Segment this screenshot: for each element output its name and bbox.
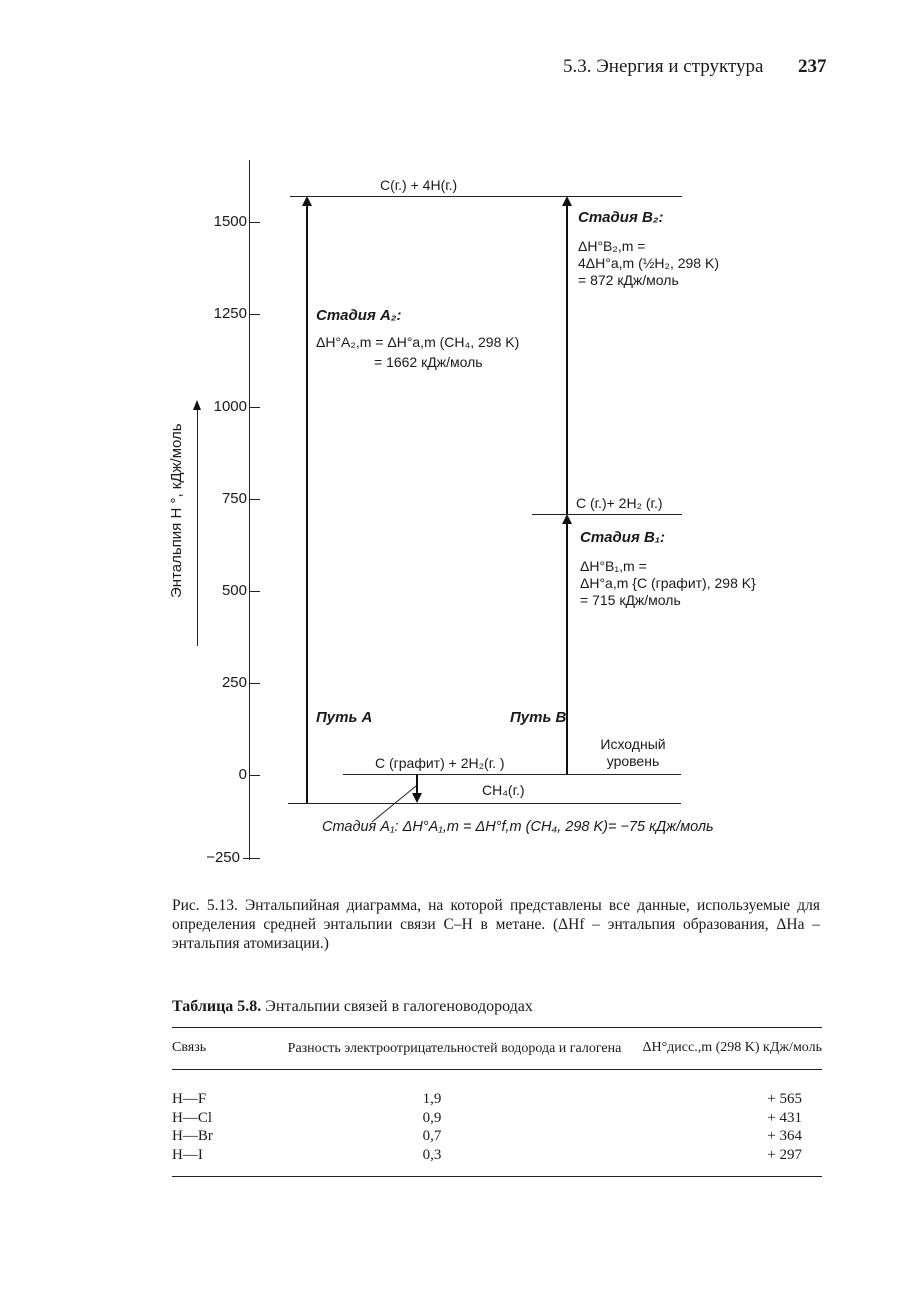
y-tick-1250: 1250 [213, 305, 247, 322]
table-row [172, 1127, 822, 1146]
stage-a1-text: Стадия A₁: ΔH°A₁,m = ΔH°f,m (CH₄, 298 K)= −75 кДж/моль [322, 819, 714, 835]
table-title-number: Таблица 5.8. [172, 998, 262, 1015]
reference-level-line2: уровень [606, 753, 660, 769]
y-axis-line [249, 160, 250, 860]
table-bottom-rule [172, 1176, 822, 1177]
level-label-reference: C (графит) + 2H₂(г. ) [375, 755, 505, 771]
table-header-bond: Связь [172, 1040, 207, 1055]
cell-diff: 1,9 [422, 1091, 442, 1107]
table-row [172, 1090, 822, 1109]
stage-b2-formula-line2: 4ΔH°a,m (½H₂, 298 K) [578, 255, 719, 271]
stage-b1-formula-line1: ΔH°B₁,m = [580, 558, 647, 574]
cell-diff: 0,7 [422, 1128, 442, 1144]
level-line-top [290, 196, 682, 197]
cell-enthalpy: + 297 [767, 1146, 802, 1163]
table-title-text: Энтальпии связей в галогеноводородах [265, 998, 533, 1015]
stage-b2-block [578, 209, 719, 289]
table-header-diff: Разность электроотрицательностей водорода и галогена [287, 1041, 622, 1056]
stage-a2-value: = 1662 кДж/моль [374, 354, 483, 370]
table-row [172, 1109, 822, 1128]
stage-a2-formula: ΔH°A₂,m = ΔH°a,m (CH₄, 298 K) [316, 334, 520, 350]
figure-caption: Рис. 5.13. Энтальпийная диаграмма, на которой представлены все данные, используемые для определения средней энтальпии связи С–Н в метане. (ΔHf – энтальпия образования, ΔHa – энтальпия атомизации.) [172, 897, 820, 952]
page-number: 237 [798, 56, 827, 77]
reference-level-label [593, 736, 673, 770]
table-title [172, 998, 533, 1016]
y-tick-0: 0 [238, 766, 247, 783]
level-line-middle [532, 514, 682, 515]
stage-a1-leader-line [370, 784, 418, 824]
stage-b2-formula-line1: ΔH°B₂,m = [578, 238, 646, 254]
level-line-bottom [288, 803, 681, 804]
path-a-label: Путь A [316, 709, 373, 726]
stage-b1-formula-line2: ΔH°a,m {C (графит), 298 K} [580, 575, 756, 591]
stage-b1-title: Стадия B₁: [580, 529, 666, 546]
cell-bond: H—I [172, 1146, 203, 1163]
level-label-middle: C (г.)+ 2H₂ (г.) [576, 495, 663, 511]
level-label-top: C(г.) + 4H(г.) [380, 177, 458, 193]
path-a-arrowhead-icon [302, 196, 312, 206]
y-tick-1500: 1500 [213, 213, 247, 230]
level-label-bottom: CH₄(г.) [482, 782, 525, 798]
bond-enthalpy-table [172, 1027, 822, 1177]
path-b-stage-b1-arrow [566, 522, 568, 774]
stage-b1-block [580, 529, 756, 609]
path-b-label: Путь B [510, 709, 567, 726]
stage-a2-block [316, 307, 519, 371]
table-header-row [172, 1028, 822, 1065]
table-body [172, 1070, 822, 1164]
path-b-stage-b2-arrow [566, 204, 568, 514]
path-b1-arrowhead-icon [562, 514, 572, 524]
stage-b2-value: = 872 кДж/моль [578, 272, 679, 288]
cell-diff: 0,3 [422, 1146, 442, 1163]
y-axis-label: Энтальпия H °, кДж/моль [168, 423, 185, 598]
y-tick-250: 250 [221, 674, 247, 691]
y-tick-750: 750 [221, 490, 247, 507]
table-row [172, 1146, 822, 1165]
reference-level-line1: Исходный [600, 736, 666, 752]
path-b2-arrowhead-icon [562, 196, 572, 206]
stage-b2-title: Стадия B₂: [578, 209, 664, 226]
cell-enthalpy: + 565 [767, 1091, 802, 1107]
y-tick-minus250: −250 [206, 849, 240, 866]
y-axis-arrow-icon [197, 404, 198, 646]
running-header-section: 5.3. Энергия и структура [563, 56, 764, 77]
cell-bond: H—Br [172, 1128, 213, 1144]
cell-bond: H—Cl [172, 1109, 213, 1126]
stage-a2-title: Стадия A₂: [316, 307, 402, 324]
y-tick-1000: 1000 [213, 398, 247, 415]
path-a-arrow [306, 204, 308, 804]
y-axis-arrowhead-icon [193, 400, 201, 410]
stage-b1-value: = 715 кДж/моль [580, 592, 681, 608]
level-line-reference [343, 774, 681, 775]
y-tick-500: 500 [221, 582, 247, 599]
cell-enthalpy: + 431 [767, 1109, 802, 1126]
cell-bond: H—F [172, 1091, 207, 1107]
cell-diff: 0,9 [422, 1109, 442, 1126]
cell-enthalpy: + 364 [767, 1128, 802, 1144]
table-header-enthalpy: ΔH°дисс.,m (298 K) кДж/моль [642, 1040, 822, 1055]
